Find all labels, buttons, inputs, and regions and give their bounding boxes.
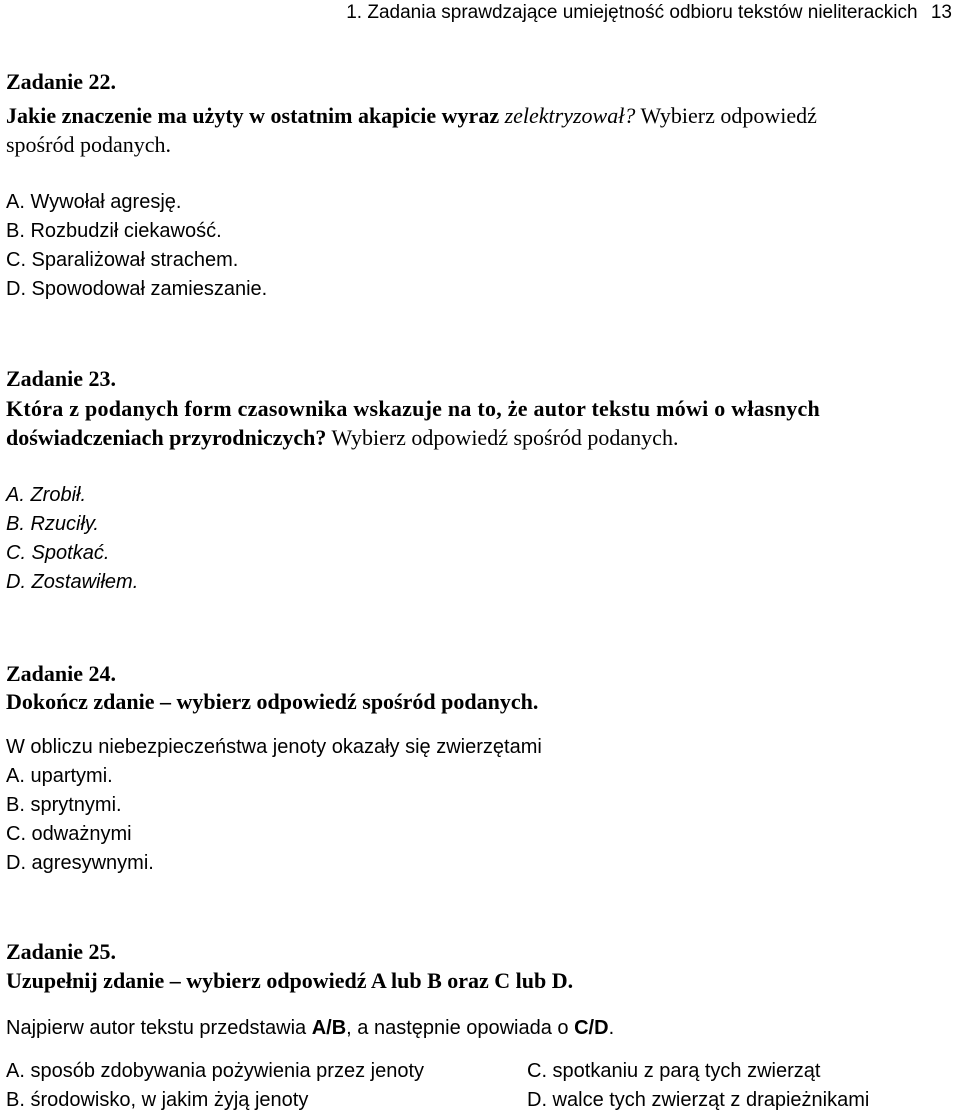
task-24-heading: Zadanie 24. xyxy=(6,661,117,686)
task-23-option-d: D. Zostawiłem. xyxy=(6,571,139,593)
task-25-question: Uzupełnij zdanie – wybierz odpowiedź A lub B oraz C lub D. xyxy=(6,968,574,993)
running-header xyxy=(346,0,952,26)
task-24-option-d: D. agresywnymi. xyxy=(6,852,154,874)
task-24-option-b: B. sprytnymi. xyxy=(6,794,122,816)
task-22-question-line-2: spośród podanych. xyxy=(6,132,171,157)
running-title: 1. Zadania sprawdzające umiejętność odbioru tekstów nieliterackich xyxy=(346,2,918,23)
task-23-question-line-2 xyxy=(6,425,678,451)
task-24-question: Dokończ zdanie – wybierz odpowiedź spośród podanych. xyxy=(6,689,539,714)
task-22-option-c: C. Sparaliżował strachem. xyxy=(6,249,239,271)
task-24-option-c: C. odważnymi xyxy=(6,823,132,845)
task-25-sentence-part-2: , a następnie opowiada o xyxy=(346,1017,575,1039)
task-22-option-b: B. Rozbudził ciekawość. xyxy=(6,220,222,242)
task-22-question-word: zelektryzował? xyxy=(504,103,636,128)
task-23-option-a: A. Zrobił. xyxy=(6,484,87,506)
task-22-option-d: D. Spowodował zamieszanie. xyxy=(6,278,268,300)
task-23-option-b: B. Rzuciły. xyxy=(6,513,99,535)
task-25-option-c: C. spotkaniu z parą tych zwierząt xyxy=(527,1060,821,1082)
task-23-question-part-1: doświadczeniach przyrodniczych? xyxy=(6,425,327,450)
task-23-question-line-1: Która z podanych form czasownika wskazuje na to, że autor tekstu mówi o własnych xyxy=(6,396,821,421)
task-25-sentence-end: . xyxy=(608,1017,615,1039)
task-22-heading: Zadanie 22. xyxy=(6,69,117,94)
task-25-sentence-part-1: Najpierw autor tekstu przedstawia xyxy=(6,1017,312,1039)
task-23-option-c: C. Spotkać. xyxy=(6,542,110,564)
task-22-question-line-1 xyxy=(6,103,817,129)
task-25-option-d: D. walce tych zwierząt z drapieżnikami xyxy=(527,1089,870,1111)
task-25-sentence-ab: A/B xyxy=(311,1017,347,1039)
task-24-sentence: W obliczu niebezpieczeństwa jenoty okazały się zwierzętami xyxy=(6,736,542,758)
task-22-question-part-2: Wybierz odpowiedź xyxy=(635,103,817,128)
task-25-option-b: B. środowisko, w jakim żyją jenoty xyxy=(6,1089,309,1111)
task-22-question-part-1: Jakie znaczenie ma użyty w ostatnim akapicie wyraz xyxy=(6,103,505,128)
task-25-sentence-cd: C/D xyxy=(574,1017,609,1039)
task-25-heading: Zadanie 25. xyxy=(6,939,117,964)
task-24-option-a: A. upartymi. xyxy=(6,765,113,787)
page-number: 13 xyxy=(930,2,952,23)
task-25-option-a: A. sposób zdobywania pożywienia przez jenoty xyxy=(6,1060,425,1082)
task-22-option-a: A. Wywołał agresję. xyxy=(6,191,182,213)
task-23-question-part-2: Wybierz odpowiedź spośród podanych. xyxy=(326,425,679,450)
task-25-sentence xyxy=(6,1015,614,1041)
task-23-heading: Zadanie 23. xyxy=(6,366,117,391)
